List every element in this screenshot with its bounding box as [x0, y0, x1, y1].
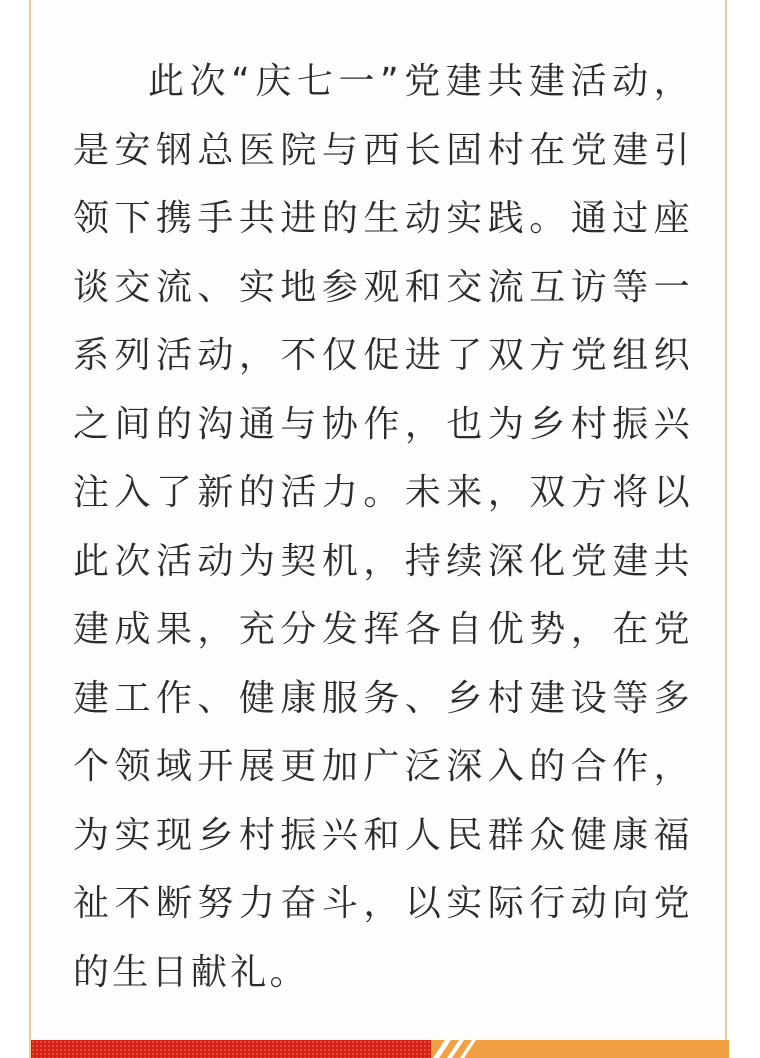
article-paragraph: 此次“庆七一”党建共建活动，是安钢总医院与西长固村在党建引领下携手共进的生动实践。通过座谈交流、实地参观和交流互访等一系列活动，不仅促进了双方党组织之间的沟通与协作，也为乡村振兴注入了新的活力。未来，双方将以此次活动为契机，持续深化党建共建成果，充分发挥各自优势，在党建工作、健康服务、乡村建设等多个领域开展更加广泛深入的合作，为实现乡村振兴和人民群众健康福祉不断努力奋斗，以实际行动向党的生日献礼。 [73, 61, 693, 993]
footer-band-graphic [31, 1040, 729, 1058]
footer-band-orange-section [431, 1040, 729, 1058]
footer-band-red-section [31, 1040, 441, 1058]
decorative-footer-band [31, 1040, 729, 1058]
